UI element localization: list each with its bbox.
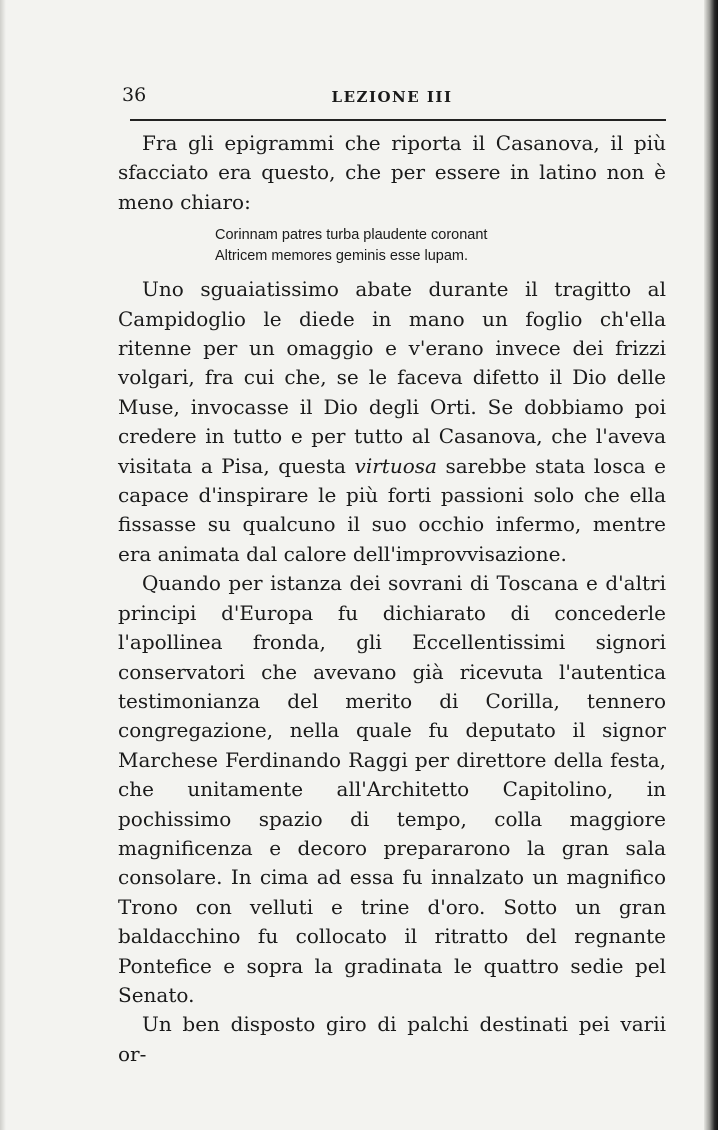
paragraph-3: Quando per istanza dei sovrani di Toscana e d'altri principi d'Europa fu dichiarato di concederle l'apollinea fronda, gli Eccellentissimi signori conservatori che avevano già ricevuta l'autentica testimonianza del merito di Corilla, tennero congregazione, nella quale fu deputato il signor Marchese Ferdinando Raggi per direttore della festa, che unitamente all'Architetto Capitolino, in pochissimo spazio di tempo, colla maggiore magnificenza e decoro prepararono la gran sala consolare. In cima ad essa fu innalzato un magnifico Trono con velluti e trine d'oro. Sotto un gran baldacchino fu collocato il ritratto del regnante Pontefice e sopra la gradinata le quattro sedie pel Senato.: [118, 571, 666, 1007]
epigram: [215, 225, 666, 267]
paragraph-2-text-after: sarebbe stata losca e capace d'inspirare le più forti passioni solo che ella fissasse su qualcuno il suo occhio infermo, mentre era animata dal calore dell'improvvisazione.: [118, 453, 666, 566]
page-header: [118, 84, 666, 114]
epigram-line-1: Corinnam patres turba plaudente coronant: [215, 227, 488, 244]
paragraph-4: Un ben disposto giro di palchi destinati pei varii or-: [118, 1012, 666, 1066]
page-gutter-shadow: [704, 0, 718, 1130]
header-rule: [130, 119, 666, 121]
paragraph-2-text: Uno sguaiatissimo abate durante il tragitto al Campidoglio le diede in mano un foglio ch'ella ritenne per un omaggio e v'erano invece dei frizzi volgari, fra cui che, se le faceva difetto il Dio delle Muse, invocasse il Dio degli Orti. Se dobbiamo poi credere in tutto e per tutto al Casanova, che l'aveva visitata a Pisa, questa: [118, 277, 666, 478]
emphasis-virtuosa: virtuosa: [354, 453, 437, 478]
paragraph-2: [118, 275, 666, 569]
page-number: 36: [122, 84, 147, 106]
body-text: [118, 129, 666, 1069]
epigram-line-2: Altricem memores geminis esse lupam.: [215, 248, 469, 265]
running-head: LEZIONE III: [331, 88, 453, 106]
paragraph-1: Fra gli epigrammi che riporta il Casanova, il più sfacciato era questo, che per essere in latino non è meno chiaro:: [118, 131, 666, 214]
page-left-edge: [0, 0, 6, 1130]
